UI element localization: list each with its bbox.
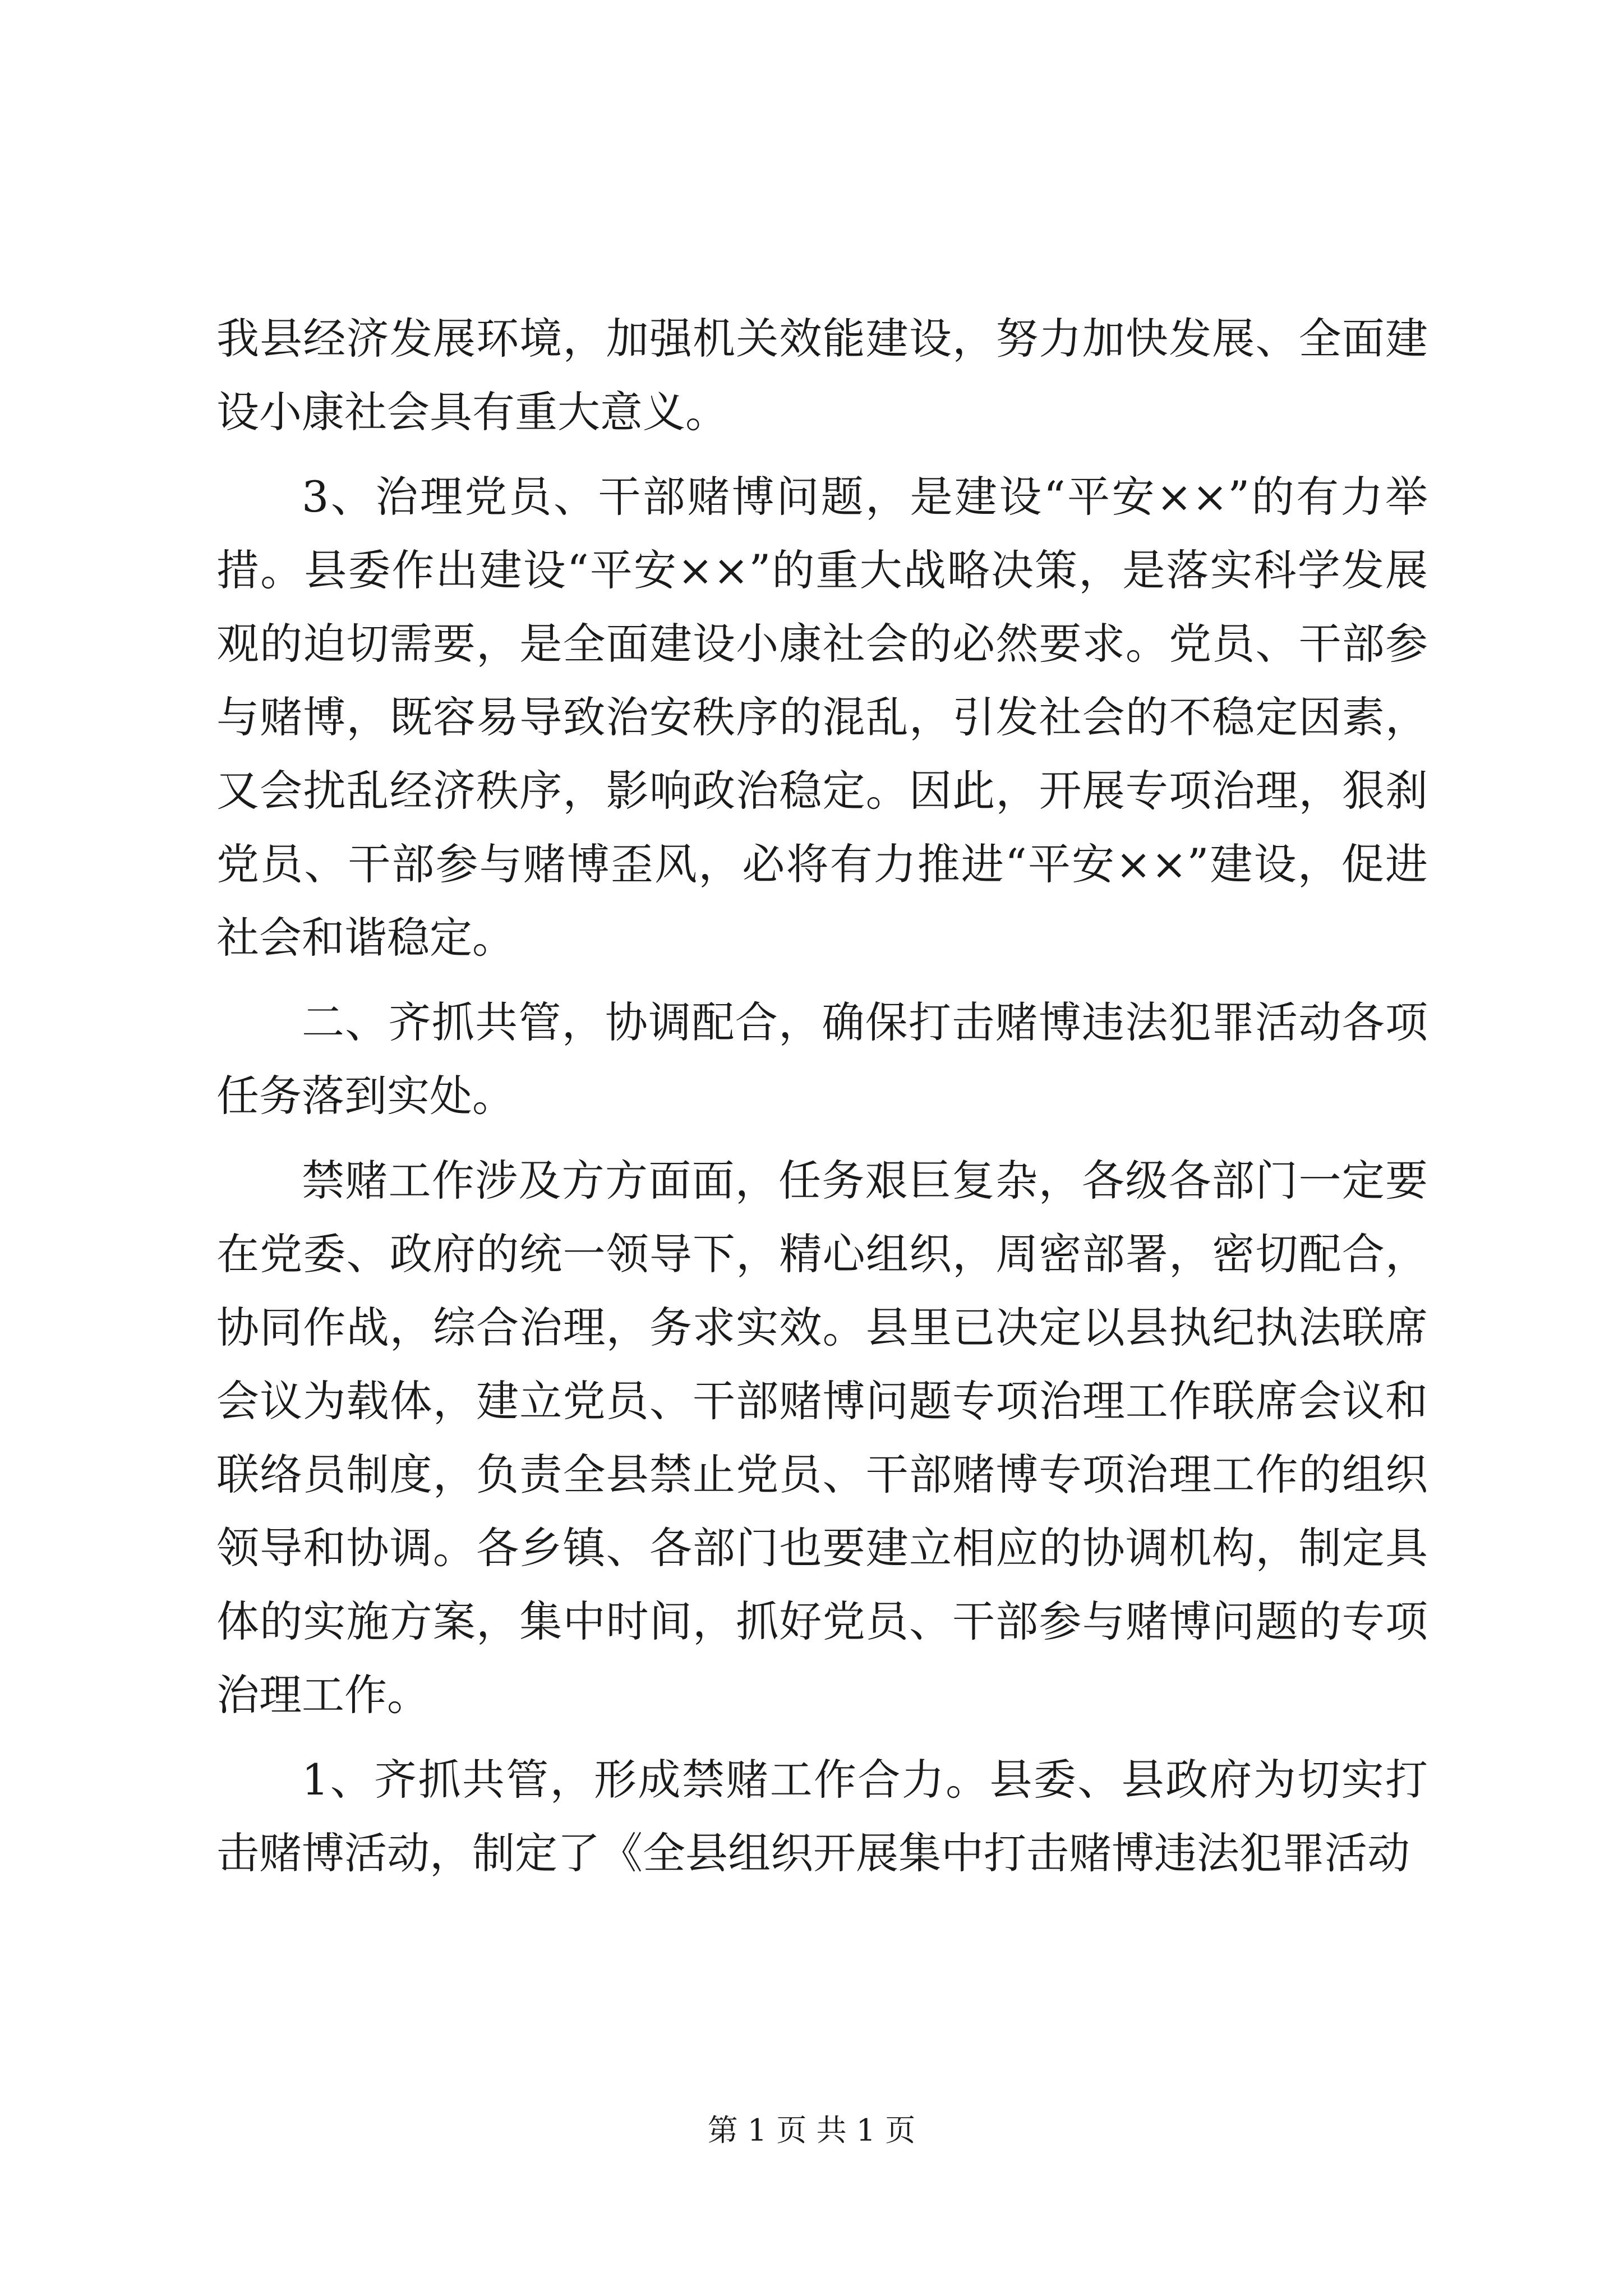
paragraph-item-3: 3、治理党员、干部赌博问题，是建设“平安××”的有力举措。县委作出建设“平安××”的重大战略决策，是落实科学发展观的迫切需要，是全面建设小康社会的必然要求。党员、干部参与赌博，既容易导致治安秩序的混乱，引发社会的不稳定因素，又会扰乱经济秩序，影响政治稳定。因此，开展专项治理，狠刹党员、干部参与赌博歪风，必将有力推进“平安××”建设，促进社会和谐稳定。 — [216, 472, 1428, 963]
paragraph-anti-gambling-work: 禁赌工作涉及方方面面，任务艰巨复杂，各级各部门一定要在党委、政府的统一领导下，精心组织，周密部署，密切配合，协同作战，综合治理，务求实效。县里已决定以县执纪执法联席会议为载体，建立党员、干部赌博问题专项治理工作联席会议和联络员制度，负责全县禁止党员、干部赌博专项治理工作的组织领导和协调。各乡镇、各部门也要建立相应的协调机构，制定具体的实施方案，集中时间，抓好党员、干部参与赌博问题的专项治理工作。 — [216, 1156, 1428, 1720]
paragraph-item-1: 1、齐抓共管，形成禁赌工作合力。县委、县政府为切实打击赌博活动，制定了《全县组织开展集中打击赌博违法犯罪活动 — [216, 1755, 1428, 1878]
page-footer: 第 1 页 共 1 页 — [707, 2113, 916, 2148]
document-body — [216, 302, 1428, 1901]
section-heading-2: 二、齐抓共管，协调配合，确保打击赌博违法犯罪活动各项任务落到实处。 — [216, 997, 1428, 1121]
paragraph-continuation: 我县经济发展环境，加强机关效能建设，努力加快发展、全面建设小康社会具有重大意义。 — [216, 314, 1428, 437]
